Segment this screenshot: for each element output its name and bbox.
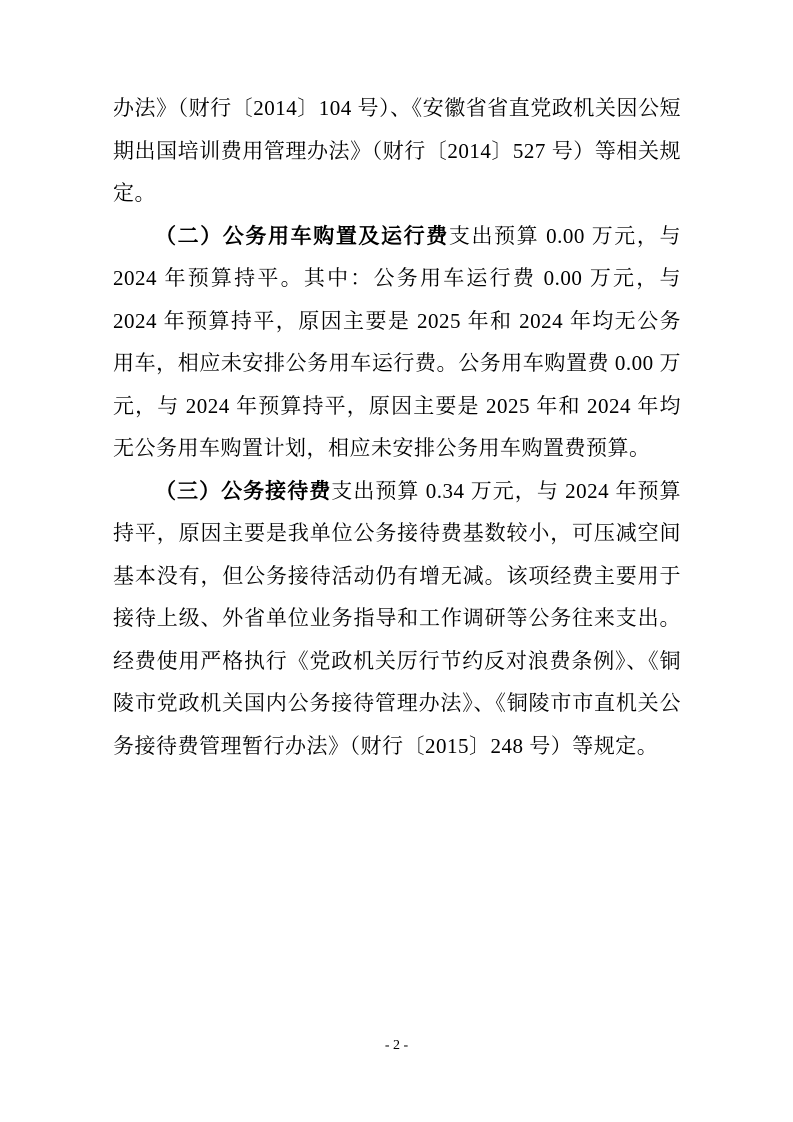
paragraph-reception-expenses xyxy=(113,470,681,768)
page-number: - 2 - xyxy=(384,1038,409,1053)
section-heading-3: （三）公务接待费 xyxy=(155,478,332,503)
paragraph-regulations-continuation xyxy=(113,87,681,215)
document-body xyxy=(113,87,681,767)
paragraph-text: 办法》（财行〔2014〕104 号）、《安徽省省直党政机关因公短期出国培训费用管理办法》（财行〔2014〕527 号）等相关规定。 xyxy=(113,96,681,205)
paragraph-text: 支出预算 0.34 万元，与 2024 年预算持平，原因主要是我单位公务接待费基数较小，可压减空间基本没有，但公务接待活动仍有增无减。该项经费主要用于接待上级、外省单位业务指导和工作调研等公务往来支出。经费使用严格执行《党政机关厉行节约反对浪费条例》、《铜陵市党政机关国内公务接待管理办法》、《铜陵市市直机关公务接待费管理暂行办法》（财行〔2015〕248 号）等规定。 xyxy=(113,478,682,758)
section-heading-2: （二）公务用车购置及运行费 xyxy=(155,223,449,248)
paragraph-vehicle-expenses xyxy=(113,215,681,470)
paragraph-text: 支出预算 0.00 万元，与 2024 年预算持平。其中：公务用车运行费 0.00 万元，与 2024 年预算持平，原因主要是 2025 年和 2024 年均无公务用车，相应未安排公务用车运行费。公务用车购置费 0.00 万元，与 2024 年预算持平，原因主要是 2025 年和 2024 年均无公务用车购置计划，相应未安排公务用车购置费预算。 xyxy=(113,223,682,460)
